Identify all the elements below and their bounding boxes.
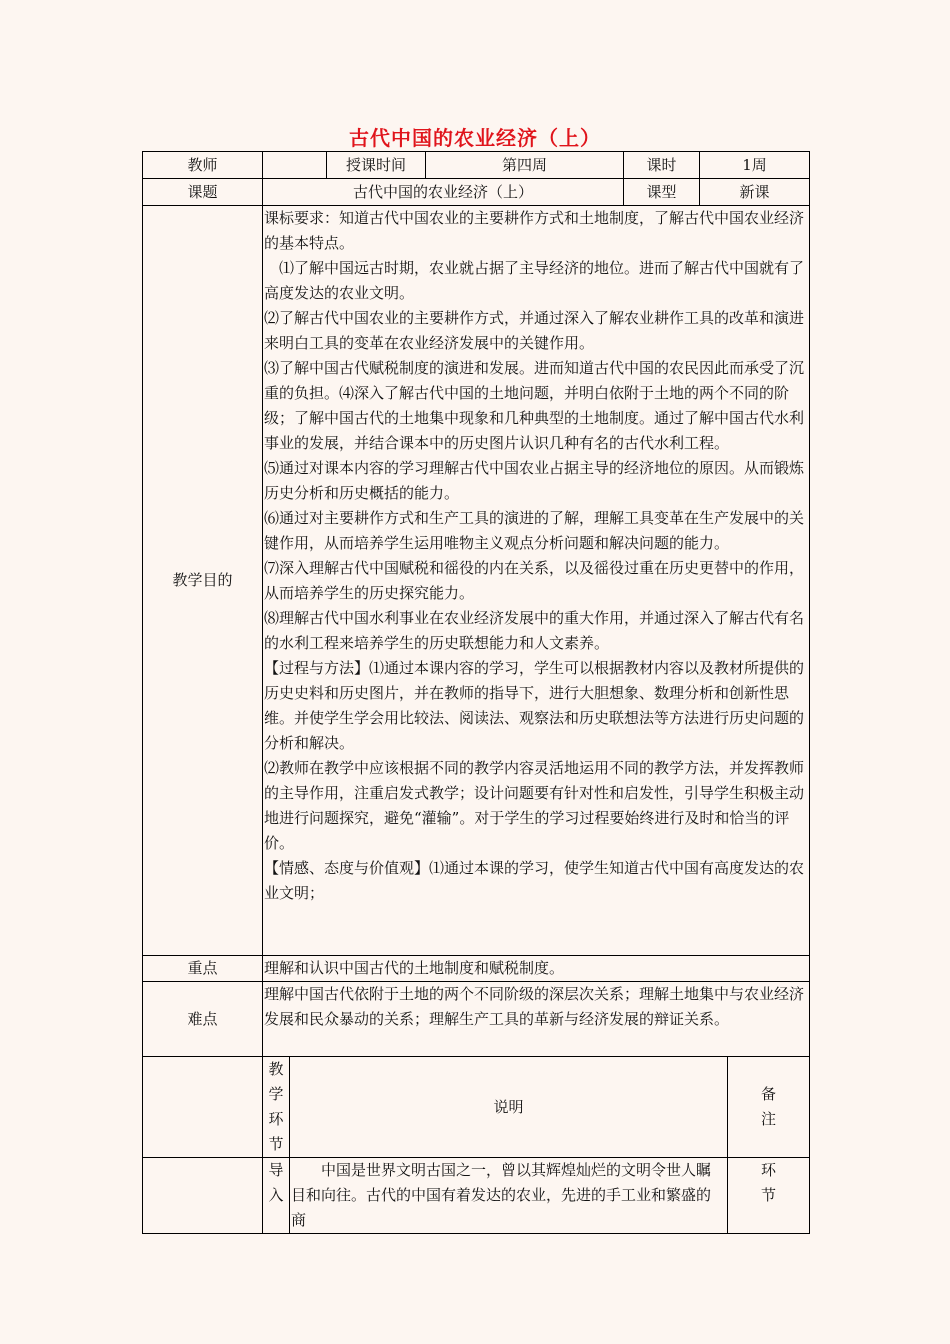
objective-paragraph: ⑶了解中国古代赋税制度的演进和发展。进而知道古代中国的农民因此而承受了沉重的负担。⑷深入了解古代中国的土地问题，并明白依附于土地的两个不同的阶级；了解中国古代的土地集中现象和几种典型的土地制度。通过了解中国古代水利事业的发展，并结合课本中的历史图片认识几种有名的古代水利工程。 xyxy=(264,359,805,452)
description-header: 说明 xyxy=(290,1057,728,1158)
difficulty-label: 难点 xyxy=(143,982,263,1057)
objective-paragraph: ⑹通过对主要耕作方式和生产工具的演进的了解，理解工具变革在生产发展中的关键作用，从而培养学生运用唯物主义观点分析问题和解决问题的能力。 xyxy=(264,509,805,552)
objective-paragraph: ⑸通过对课本内容的学习理解古代中国农业占据主导的经济地位的原因。从而锻炼历史分析和历史概括的能力。 xyxy=(264,459,805,502)
description-cell: 中国是世界文明古国之一，曾以其辉煌灿烂的文明令世人瞩目和向往。古代的中国有着发达的农业，先进的手工业和繁盛的商 xyxy=(290,1158,728,1234)
notes-cell: 环 节 xyxy=(728,1158,810,1234)
empty-cell xyxy=(143,1158,263,1234)
hours-label: 课时 xyxy=(624,152,700,179)
objective-paragraph: ⑵教师在教学中应该根据不同的教学内容灵活地运用不同的教学方法，并发挥教师的主导作用，注重启发式教学；设计问题要有针对性和启发性，引导学生积极主动地进行问题探究，避免“灌输”。对于学生的学习过程要始终进行及时和恰当的评价。 xyxy=(264,759,805,852)
objective-paragraph: ⑵了解古代中国农业的主要耕作方式，并通过深入了解农业耕作工具的改革和演进来明白工具的变革在农业经济发展中的关键作用。 xyxy=(264,309,805,352)
objective-paragraph: 【情感、态度与价值观】⑴通过本课的学习，使学生知道古代中国有高度发达的农业文明； xyxy=(264,859,805,902)
teacher-label: 教师 xyxy=(143,152,263,179)
difficulty-value: 理解中国古代依附于土地的两个不同阶级的深层次关系；理解土地集中与农业经济发展和民众暴动的关系；理解生产工具的革新与经济发展的辩证关系。 xyxy=(263,982,810,1057)
time-label: 授课时间 xyxy=(327,152,426,179)
objective-paragraph: ⑴了解中国远古时期，农业就占据了主导经济的地位。进而了解古代中国就有了高度发达的农业文明。 xyxy=(264,259,805,302)
objective-paragraph: 【过程与方法】⑴通过本课内容的学习，学生可以根据教材内容以及教材所提供的历史史料和历史图片，并在教师的指导下，进行大胆想象、数理分析和创新性思维。并使学生学会用比较法、阅读法、观察法和历史联想法等方法进行历史问题的分析和解决。 xyxy=(264,659,805,752)
stage-cell: 导 入 xyxy=(263,1158,290,1234)
topic-label: 课题 xyxy=(143,179,263,206)
key-point-label: 重点 xyxy=(143,956,263,982)
type-value: 新课 xyxy=(700,179,810,206)
objective-paragraph: ⑻理解古代中国水利事业在农业经济发展中的重大作用，并通过深入了解古代有名的水利工程来培养学生的历史联想能力和人文素养。 xyxy=(264,609,805,652)
lesson-plan-table xyxy=(142,151,810,1234)
key-point-value: 理解和认识中国古代的土地制度和赋税制度。 xyxy=(263,956,810,982)
teacher-value xyxy=(263,152,327,179)
objectives-label: 教学目的 xyxy=(143,206,263,956)
objectives-content xyxy=(263,206,810,956)
objective-paragraph: ⑺深入理解古代中国赋税和徭役的内在关系，以及徭役过重在历史更替中的作用，从而培养学生的历史探究能力。 xyxy=(264,559,805,602)
page-title: 古代中国的农业经济（上） xyxy=(349,126,601,150)
topic-value: 古代中国的农业经济（上） xyxy=(263,179,624,206)
time-value: 第四周 xyxy=(426,152,624,179)
notes-header: 备 注 xyxy=(728,1057,810,1158)
objective-paragraph: 课标要求：知道古代中国农业的主要耕作方式和土地制度，了解古代中国农业经济的基本特点。 xyxy=(264,209,805,252)
empty-cell xyxy=(143,1057,263,1158)
hours-value: 1周 xyxy=(700,152,810,179)
stage-header: 教 学 环 节 xyxy=(263,1057,290,1158)
type-label: 课型 xyxy=(624,179,700,206)
